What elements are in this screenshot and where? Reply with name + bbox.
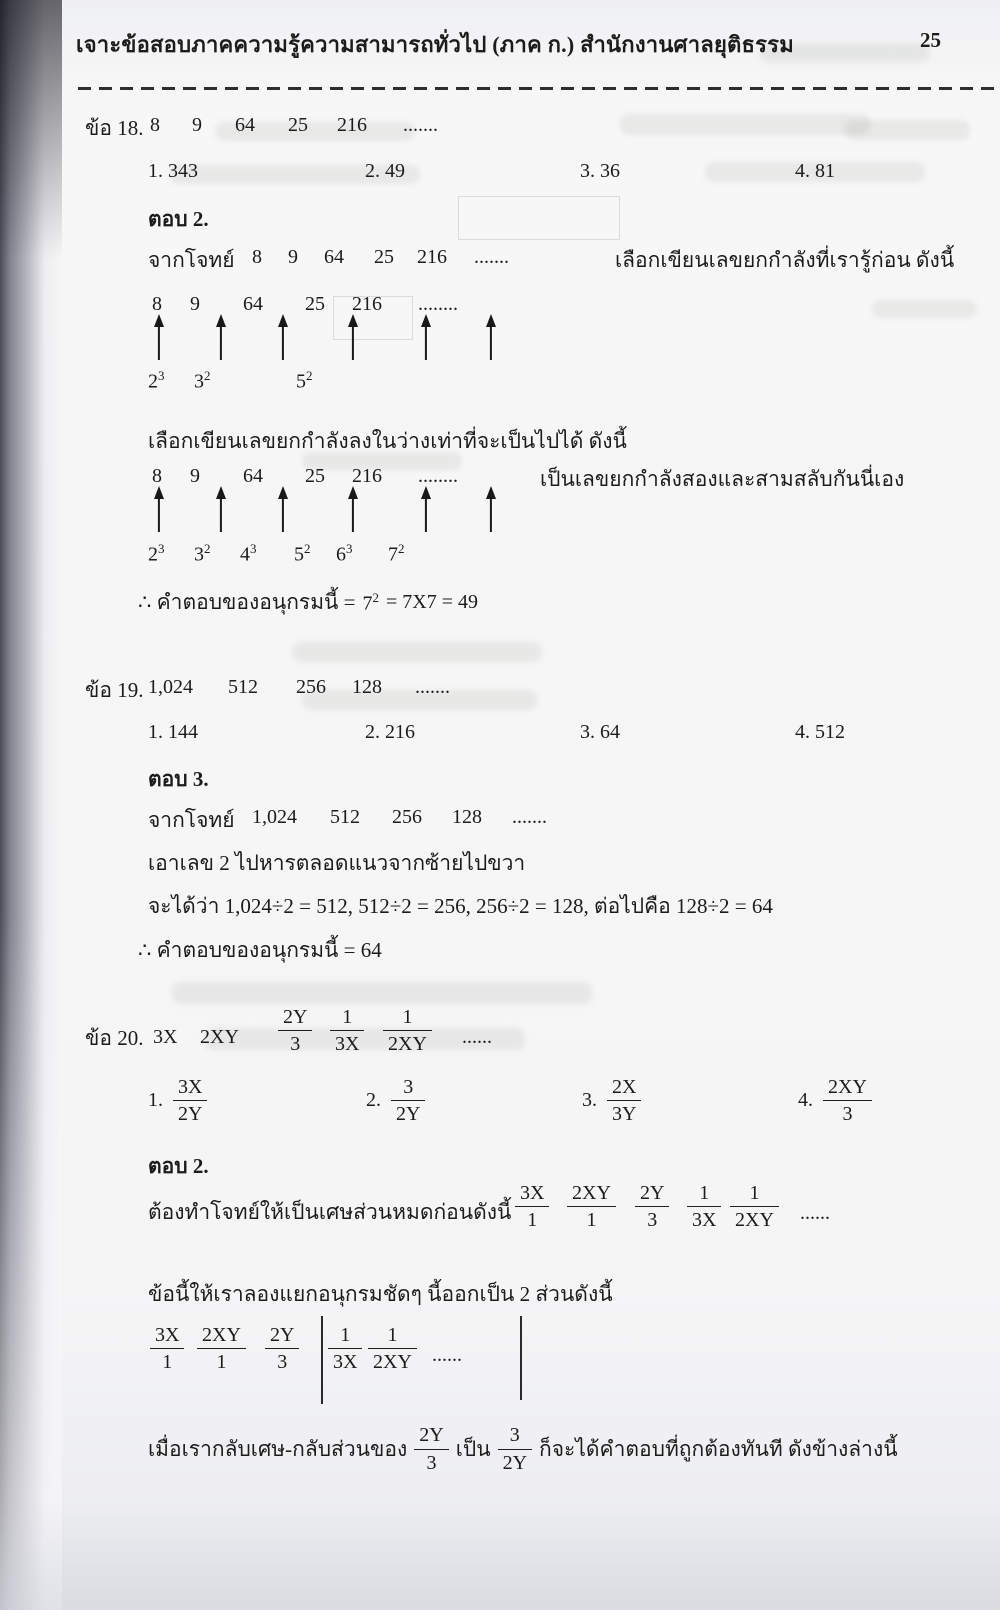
sequence-term: ........ bbox=[418, 293, 458, 315]
sequence-term: ...... bbox=[462, 1026, 492, 1048]
power-term: $7^2$ bbox=[388, 541, 405, 566]
fraction: 3 2Y bbox=[391, 1076, 425, 1126]
answer-option: 4. 512 bbox=[795, 721, 845, 743]
sequence-term: ....... bbox=[474, 246, 509, 268]
question-20-step2-text: ข้อนี้ให้เราลองแยกอนุกรมชัดๆ นี้ออกเป็น 2 ส่วนดังนี้ bbox=[148, 1282, 613, 1306]
answer-option bbox=[366, 1076, 425, 1126]
page-number: 25 bbox=[920, 28, 941, 52]
sequence-term: ...... bbox=[800, 1202, 830, 1224]
up-arrow-icon bbox=[419, 314, 433, 360]
up-arrow-icon bbox=[346, 314, 360, 360]
fraction: 2Y 3 bbox=[265, 1324, 299, 1374]
sequence-term: 25 bbox=[374, 246, 394, 268]
up-arrow-icon bbox=[484, 314, 498, 360]
fraction: 1 3X bbox=[687, 1182, 721, 1232]
conclusion-post: = 7X7 = 49 bbox=[386, 591, 479, 613]
question-19-label: ข้อ 19. bbox=[85, 678, 144, 702]
question-19-solve-line bbox=[0, 806, 1000, 836]
answer-option: 1. 343 bbox=[148, 160, 198, 182]
sequence-term: 9 bbox=[288, 246, 298, 268]
power-term: $5^2$ bbox=[294, 541, 311, 566]
up-arrow-icon bbox=[214, 486, 228, 532]
question-18-conclusion bbox=[138, 586, 478, 619]
up-arrow-icon bbox=[152, 486, 166, 532]
question-19-step2-text: จะได้ว่า 1,024÷2 = 512, 512÷2 = 256, 256÷2 = 128, ต่อไปคือ 128÷2 = 64 bbox=[148, 894, 773, 918]
sequence-term: 1,024 bbox=[252, 806, 297, 828]
power-term: $2^3$ bbox=[148, 541, 165, 566]
fraction: 1 2XY bbox=[730, 1182, 779, 1232]
question-18-label: ข้อ 18. bbox=[85, 116, 144, 140]
fraction: 2Y 3 bbox=[635, 1182, 669, 1232]
fraction: 1 3X bbox=[330, 1006, 364, 1056]
sequence-term: 64 bbox=[324, 246, 344, 268]
fraction: 3X 1 bbox=[515, 1182, 549, 1232]
answer-option bbox=[148, 1076, 207, 1126]
power-term: $6^3$ bbox=[336, 541, 353, 566]
answer-option: 1. 144 bbox=[148, 721, 198, 743]
question-20-step1-line bbox=[0, 1182, 1000, 1246]
sequence-term: 128 bbox=[352, 676, 382, 698]
question-20-label: ข้อ 20. bbox=[85, 1026, 144, 1050]
sequence-term: 128 bbox=[452, 806, 482, 828]
answer-option: 3. 36 bbox=[580, 160, 620, 182]
question-19-options bbox=[0, 721, 1000, 749]
fraction: 2XY 1 bbox=[567, 1182, 616, 1232]
sequence-term: 2XY bbox=[200, 1026, 239, 1048]
option-number: 2. bbox=[366, 1089, 381, 1112]
sequence-term: 256 bbox=[392, 806, 422, 828]
fraction: 2XY 1 bbox=[197, 1324, 246, 1374]
sequence-term: 216 bbox=[417, 246, 447, 268]
fraction: 2Y 3 bbox=[414, 1424, 448, 1474]
up-arrow-icon bbox=[276, 486, 290, 532]
answer-option: 4. 81 bbox=[795, 160, 835, 182]
power-term: $3^2$ bbox=[194, 541, 211, 566]
power-term: $4^3$ bbox=[240, 541, 257, 566]
diagram1-powers bbox=[0, 368, 1000, 396]
fraction: 1 2XY bbox=[383, 1006, 432, 1056]
solve-note: เลือกเขียนเลขยกกำลังที่เรารู้ก่อน ดังนี้ bbox=[615, 248, 955, 272]
sequence-term: 8 bbox=[252, 246, 262, 268]
diagram2-arrows bbox=[0, 486, 1000, 534]
fraction: 3X 2Y bbox=[173, 1076, 207, 1126]
sequence-term: 9 bbox=[192, 114, 202, 136]
power-term: $7^2$ bbox=[362, 589, 380, 615]
sequence-term: ...... bbox=[432, 1344, 462, 1366]
sequence-term: 1,024 bbox=[148, 676, 193, 698]
answer-option bbox=[582, 1076, 641, 1126]
sequence-term: 8 bbox=[152, 465, 162, 487]
fraction: 1 2XY bbox=[368, 1324, 417, 1374]
question-20-split-line bbox=[0, 1324, 1000, 1404]
question-20-answer-label: ตอบ 2. bbox=[148, 1154, 209, 1178]
question-19-sequence-line bbox=[0, 676, 1000, 706]
question-18-answer-label: ตอบ 2. bbox=[148, 207, 209, 231]
option-number: 4. bbox=[798, 1089, 813, 1112]
page-bottom-shade bbox=[0, 1500, 1000, 1610]
bleedthrough-box bbox=[458, 196, 620, 240]
question-18-sequence-line bbox=[0, 114, 1000, 144]
fraction: 3 2Y bbox=[498, 1424, 532, 1474]
step3-pre: เมื่อเรากลับเศษ-กลับส่วนของ bbox=[148, 1436, 408, 1461]
diagram1-arrows bbox=[0, 314, 1000, 362]
split-divider-bar bbox=[321, 1316, 323, 1404]
page-title: เจาะข้อสอบภาคความรู้ความสามารถทั่วไป (ภาค ก.) สำนักงานศาลยุติธรรม bbox=[76, 32, 794, 57]
answer-option: 2. 216 bbox=[365, 721, 415, 743]
up-arrow-icon bbox=[276, 314, 290, 360]
power-term: $5^2$ bbox=[296, 368, 313, 393]
question-18-solve-line bbox=[0, 246, 1000, 276]
question-19-answer-label: ตอบ 3. bbox=[148, 767, 209, 791]
question-20-step1-text: ต้องทำโจทย์ให้เป็นเศษส่วนหมดก่อนดังนี้ bbox=[148, 1200, 512, 1224]
sequence-term: 25 bbox=[288, 114, 308, 136]
sequence-term: 512 bbox=[330, 806, 360, 828]
up-arrow-icon bbox=[214, 314, 228, 360]
fraction: 3X 1 bbox=[150, 1324, 184, 1374]
dashed-divider bbox=[78, 87, 1000, 90]
answer-option: 2. 49 bbox=[365, 160, 405, 182]
sequence-term: 216 bbox=[352, 465, 382, 487]
step3-post: ก็จะได้คำตอบที่ถูกต้องทันที ดังข้างล่างนี้ bbox=[539, 1436, 898, 1461]
question-19-step1-text: เอาเลข 2 ไปหารตลอดแนวจากซ้ายไปขวา bbox=[148, 851, 526, 875]
sequence-term: ....... bbox=[403, 114, 438, 136]
power-term: $3^2$ bbox=[194, 368, 211, 393]
solve-prefix: จากโจทย์ bbox=[148, 808, 235, 832]
bleedthrough-artifact bbox=[172, 982, 592, 1004]
question-18-options bbox=[0, 160, 1000, 188]
power-term: $2^3$ bbox=[148, 368, 165, 393]
sequence-term: 64 bbox=[243, 293, 263, 315]
sequence-term: ....... bbox=[415, 676, 450, 698]
sequence-term: 256 bbox=[296, 676, 326, 698]
sequence-term: 9 bbox=[190, 465, 200, 487]
conclusion-pre: ∴ คำตอบของอนุกรมนี้ = bbox=[138, 590, 356, 614]
sequence-term: 9 bbox=[190, 293, 200, 315]
up-arrow-icon bbox=[484, 486, 498, 532]
solve-prefix: จากโจทย์ bbox=[148, 248, 235, 272]
option-number: 1. bbox=[148, 1089, 163, 1112]
sequence-term: 216 bbox=[352, 293, 382, 315]
sequence-term: 25 bbox=[305, 293, 325, 315]
sequence-term: 216 bbox=[337, 114, 367, 136]
step3-mid: เป็น bbox=[455, 1436, 491, 1461]
sequence-term: 64 bbox=[243, 465, 263, 487]
bleedthrough-artifact bbox=[292, 642, 542, 662]
sequence-term: ....... bbox=[512, 806, 547, 828]
question-18-step2-text: เลือกเขียนเลขยกกำลังลงในว่างเท่าที่จะเป็นไปได้ ดังนี้ bbox=[148, 429, 627, 453]
fraction: 2X 3Y bbox=[607, 1076, 641, 1126]
sequence-term: 25 bbox=[305, 465, 325, 487]
diagram2-note: เป็นเลขยกกำลังสองและสามสลับกันนี่เอง bbox=[540, 467, 905, 491]
up-arrow-icon bbox=[346, 486, 360, 532]
sequence-term: ........ bbox=[418, 465, 458, 487]
question-20-sequence-line bbox=[0, 1006, 1000, 1070]
answer-option: 3. 64 bbox=[580, 721, 620, 743]
option-number: 3. bbox=[582, 1089, 597, 1112]
answer-option bbox=[798, 1076, 872, 1126]
sequence-term: 3X bbox=[153, 1026, 178, 1048]
fraction: 2Y 3 bbox=[278, 1006, 312, 1056]
diagram2-powers bbox=[0, 541, 1000, 569]
sequence-term: 8 bbox=[150, 114, 160, 136]
question-20-step3-line bbox=[148, 1413, 898, 1485]
fraction: 2XY 3 bbox=[823, 1076, 872, 1126]
up-arrow-icon bbox=[152, 314, 166, 360]
question-20-options bbox=[0, 1076, 1000, 1136]
split-divider-bar bbox=[520, 1316, 522, 1400]
sequence-term: 512 bbox=[228, 676, 258, 698]
sequence-term: 8 bbox=[152, 293, 162, 315]
question-19-conclusion: ∴ คำตอบของอนุกรมนี้ = 64 bbox=[138, 938, 382, 962]
up-arrow-icon bbox=[419, 486, 433, 532]
fraction: 1 3X bbox=[328, 1324, 362, 1374]
sequence-term: 64 bbox=[235, 114, 255, 136]
